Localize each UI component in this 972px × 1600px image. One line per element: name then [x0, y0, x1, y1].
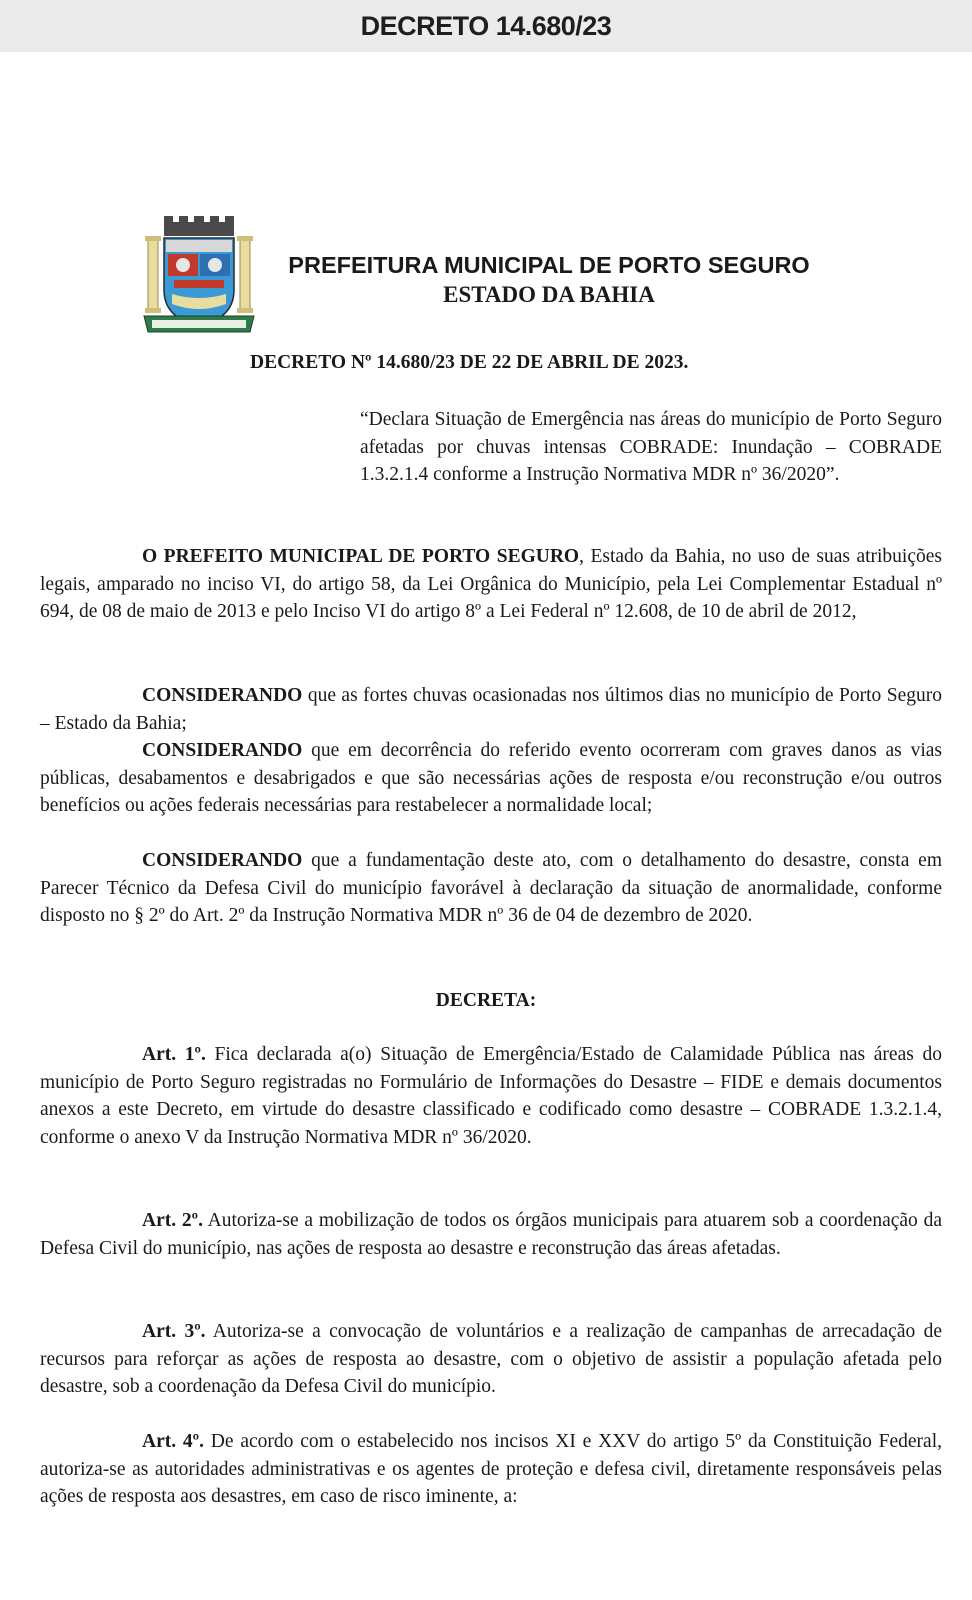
article-label: Art. 4º. [142, 1431, 204, 1452]
article-text: Fica declarada a(o) Situação de Emergência/Estado de Calamidade Pública nas áreas do município de Porto Seguro registradas no Formulário de Informações do Desastre – FIDE e demais documentos anexos a este Decreto, em virtude do desastre classificado e codificado como desastre – COBRADE 1.3.2.1.4, conforme o anexo V da Instrução Normativa MDR nº 36/2020. [40, 1044, 942, 1148]
article-4 [40, 1428, 942, 1511]
decree-title: DECRETO Nº 14.680/23 DE 22 DE ABRIL DE 2023. [250, 352, 689, 373]
preamble-lead: O PREFEITO MUNICIPAL DE PORTO SEGURO [142, 546, 580, 567]
decree-summary: “Declara Situação de Emergência nas áreas do município de Porto Seguro afetadas por chuvas intensas COBRADE: Inundação – COBRADE 1.3.2.1.4 conforme a Instrução Normativa MDR nº 36/2020”. [360, 409, 942, 485]
considerando-lead: CONSIDERANDO [142, 850, 303, 871]
considerando-lead: CONSIDERANDO [142, 685, 303, 706]
considerando-2 [40, 737, 942, 820]
decreta-heading: DECRETA: [435, 990, 537, 1011]
article-text: De acordo com o estabelecido nos incisos XI e XXV do artigo 5º da Constituição Federal, autoriza-se as autoridades administrativas e os agentes de proteção e defesa civil, diretamente responsáveis pelas ações de resposta aos desastres, em caso de risco iminente, a: [40, 1431, 942, 1507]
institution-heading [268, 250, 830, 310]
article-text: Autoriza-se a convocação de voluntários e a realização de campanhas de arrecadação de recursos para reforçar as ações de resposta ao desastre, com o objetivo de assistir a população afetada pelo desastre, sob a coordenação da Defesa Civil do município. [40, 1321, 942, 1397]
organization-name: PREFEITURA MUNICIPAL DE PORTO SEGURO [288, 252, 810, 278]
coat-of-arms-icon [142, 214, 256, 340]
considerando-text: que em decorrência do referido evento ocorreram com graves danos as vias públicas, desabamentos e desabrigados e que são necessárias ações de resposta e/ou reconstrução e/ou outros benefícios ou ações federais necessárias para restabelecer a normalidade local; [40, 740, 942, 816]
article-1 [40, 1041, 942, 1151]
considerando-3 [40, 847, 942, 930]
article-label: Art. 2º. [142, 1210, 203, 1231]
article-label: Art. 3º. [142, 1321, 206, 1342]
banner-title: DECRETO 14.680/23 [360, 11, 612, 41]
article-2 [40, 1207, 942, 1262]
title-banner [0, 0, 972, 52]
considerando-text: que as fortes chuvas ocasionadas nos últimos dias no município de Porto Seguro – Estado da Bahia; [40, 685, 942, 734]
state-name: ESTADO DA BAHIA [443, 282, 655, 307]
article-label: Art. 1º. [142, 1044, 206, 1065]
article-3 [40, 1318, 942, 1401]
preamble-text: , Estado da Bahia, no uso de suas atribuições legais, amparado no inciso VI, do artigo 58, da Lei Orgânica do Município, pela Lei Complementar Estadual nº 694, de 08 de maio de 2013 e pelo Inciso VI do artigo 8º a Lei Federal nº 12.608, de 10 de abril de 2012, [40, 546, 942, 622]
article-text: Autoriza-se a mobilização de todos os órgãos municipais para atuarem sob a coordenação da Defesa Civil do município, nas ações de resposta ao desastre e reconstrução das áreas afetadas. [40, 1210, 942, 1259]
preamble-paragraph [40, 543, 942, 626]
considerando-1 [40, 682, 942, 737]
considerando-lead: CONSIDERANDO [142, 740, 303, 761]
considerando-text: que a fundamentação deste ato, com o detalhamento do desastre, consta em Parecer Técnico da Defesa Civil do município favorável à declaração da situação de anormalidade, conforme disposto no § 2º do Art. 2º da Instrução Normativa MDR nº 36 de 04 de dezembro de 2020. [40, 850, 942, 926]
